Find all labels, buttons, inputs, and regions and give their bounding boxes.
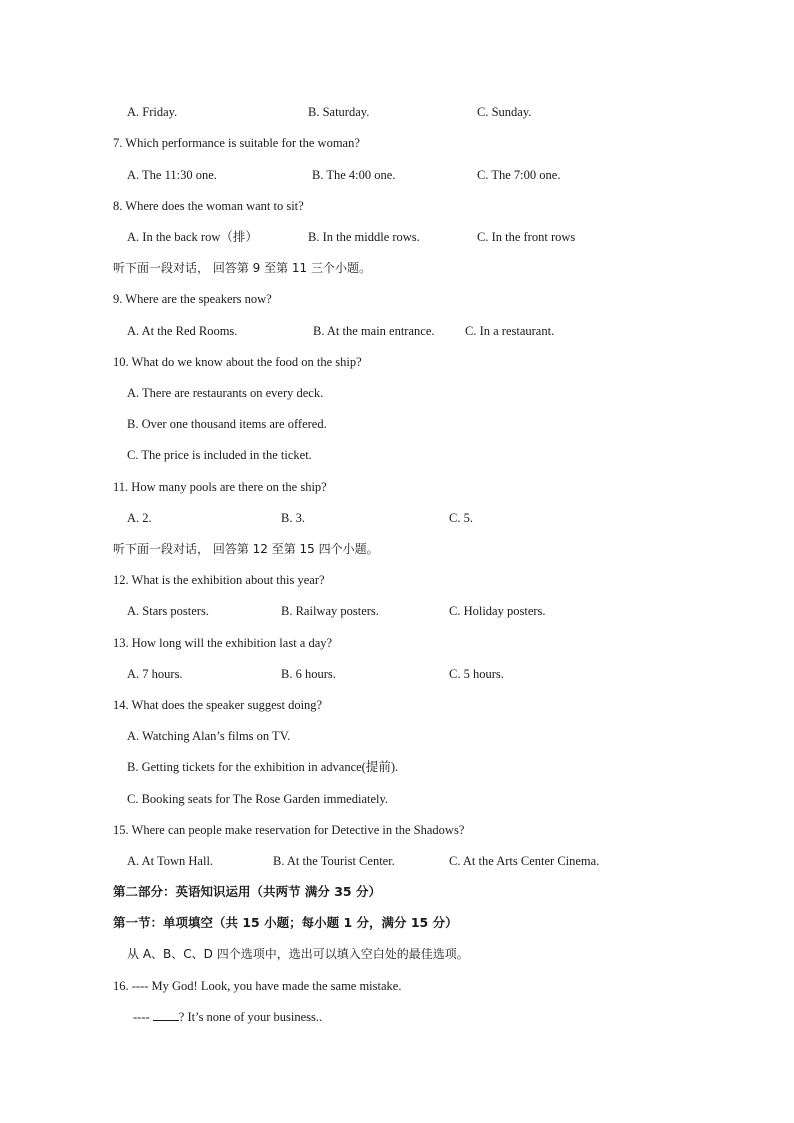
q10-option-b: B. Over one thousand items are offered. xyxy=(127,417,327,431)
q15-option-b: B. At the Tourist Center. xyxy=(273,854,395,868)
section-instruction-9-11: 听下面一段对话， 回答第 9 至第 11 三个小题。 xyxy=(113,261,371,275)
q8-stem: 8. Where does the woman want to sit? xyxy=(113,199,304,213)
q15-stem: 15. Where can people make reservation for Detective in the Shadows? xyxy=(113,823,465,837)
q9-stem: 9. Where are the speakers now? xyxy=(113,292,272,306)
q9-option-a: A. At the Red Rooms. xyxy=(127,324,238,338)
q10-option-c: C. The price is included in the ticket. xyxy=(127,448,312,462)
q8-option-c: C. In the front rows xyxy=(477,230,576,244)
q11-option-a: A. 2. xyxy=(127,511,152,525)
q16-line2 xyxy=(133,1009,322,1025)
q13-stem: 13. How long will the exhibition last a day? xyxy=(113,636,333,650)
q14-option-a: A. Watching Alan’s films on TV. xyxy=(127,729,291,743)
q12-stem: 12. What is the exhibition about this year? xyxy=(113,573,325,587)
q6-option-b: B. Saturday. xyxy=(308,105,370,119)
q13-option-a: A. 7 hours. xyxy=(127,667,183,681)
instruction-text: 从 A、B、C、D 四个选项中，选出可以填入空白处的最佳选项。 xyxy=(127,947,469,961)
part2-title: 第二部分：英语知识运用（共两节 满分 35 分） xyxy=(113,884,381,899)
q15-option-a: A. At Town Hall. xyxy=(127,854,214,868)
q6-option-c: C. Sunday. xyxy=(477,105,532,119)
q7-option-b: B. The 4:00 one. xyxy=(312,168,396,182)
answer-blank xyxy=(153,1009,179,1021)
q6-option-a: A. Friday. xyxy=(127,105,178,119)
q10-stem: 10. What do we know about the food on the ship? xyxy=(113,355,362,369)
q12-option-a: A. Stars posters. xyxy=(127,604,209,618)
q14-option-b: B. Getting tickets for the exhibition in advance(提前). xyxy=(127,760,399,774)
q16-line1: 16. ---- My God! Look, you have made the same mistake. xyxy=(113,979,402,993)
q8-option-b: B. In the middle rows. xyxy=(308,230,420,244)
q9-option-b: B. At the main entrance. xyxy=(313,324,435,338)
q10-option-a: A. There are restaurants on every deck. xyxy=(127,386,324,400)
q14-stem: 14. What does the speaker suggest doing? xyxy=(113,698,323,712)
q14-option-c: C. Booking seats for The Rose Garden immediately. xyxy=(127,792,389,806)
q13-option-b: B. 6 hours. xyxy=(281,667,336,681)
q16-line2-prefix: ---- xyxy=(133,1010,153,1024)
q12-option-b: B. Railway posters. xyxy=(281,604,379,618)
section-instruction-12-15: 听下面一段对话， 回答第 12 至第 15 四个小题。 xyxy=(113,542,379,556)
q15-option-c: C. At the Arts Center Cinema. xyxy=(449,854,600,868)
q9-option-c: C. In a restaurant. xyxy=(465,324,555,338)
q7-option-c: C. The 7:00 one. xyxy=(477,168,561,182)
q11-option-c: C. 5. xyxy=(449,511,473,525)
q7-option-a: A. The 11:30 one. xyxy=(127,168,217,182)
part2-section1-title: 第一节：单项填空（共 15 小题；每小题 1 分，满分 15 分） xyxy=(113,915,458,930)
q12-option-c: C. Holiday posters. xyxy=(449,604,546,618)
q13-option-c: C. 5 hours. xyxy=(449,667,504,681)
q11-stem: 11. How many pools are there on the ship? xyxy=(113,480,327,494)
q11-option-b: B. 3. xyxy=(281,511,305,525)
q7-stem: 7. Which performance is suitable for the woman? xyxy=(113,136,360,150)
q8-option-a: A. In the back row（排） xyxy=(127,230,258,244)
q16-line2-suffix: ? It’s none of your business.. xyxy=(178,1010,323,1024)
